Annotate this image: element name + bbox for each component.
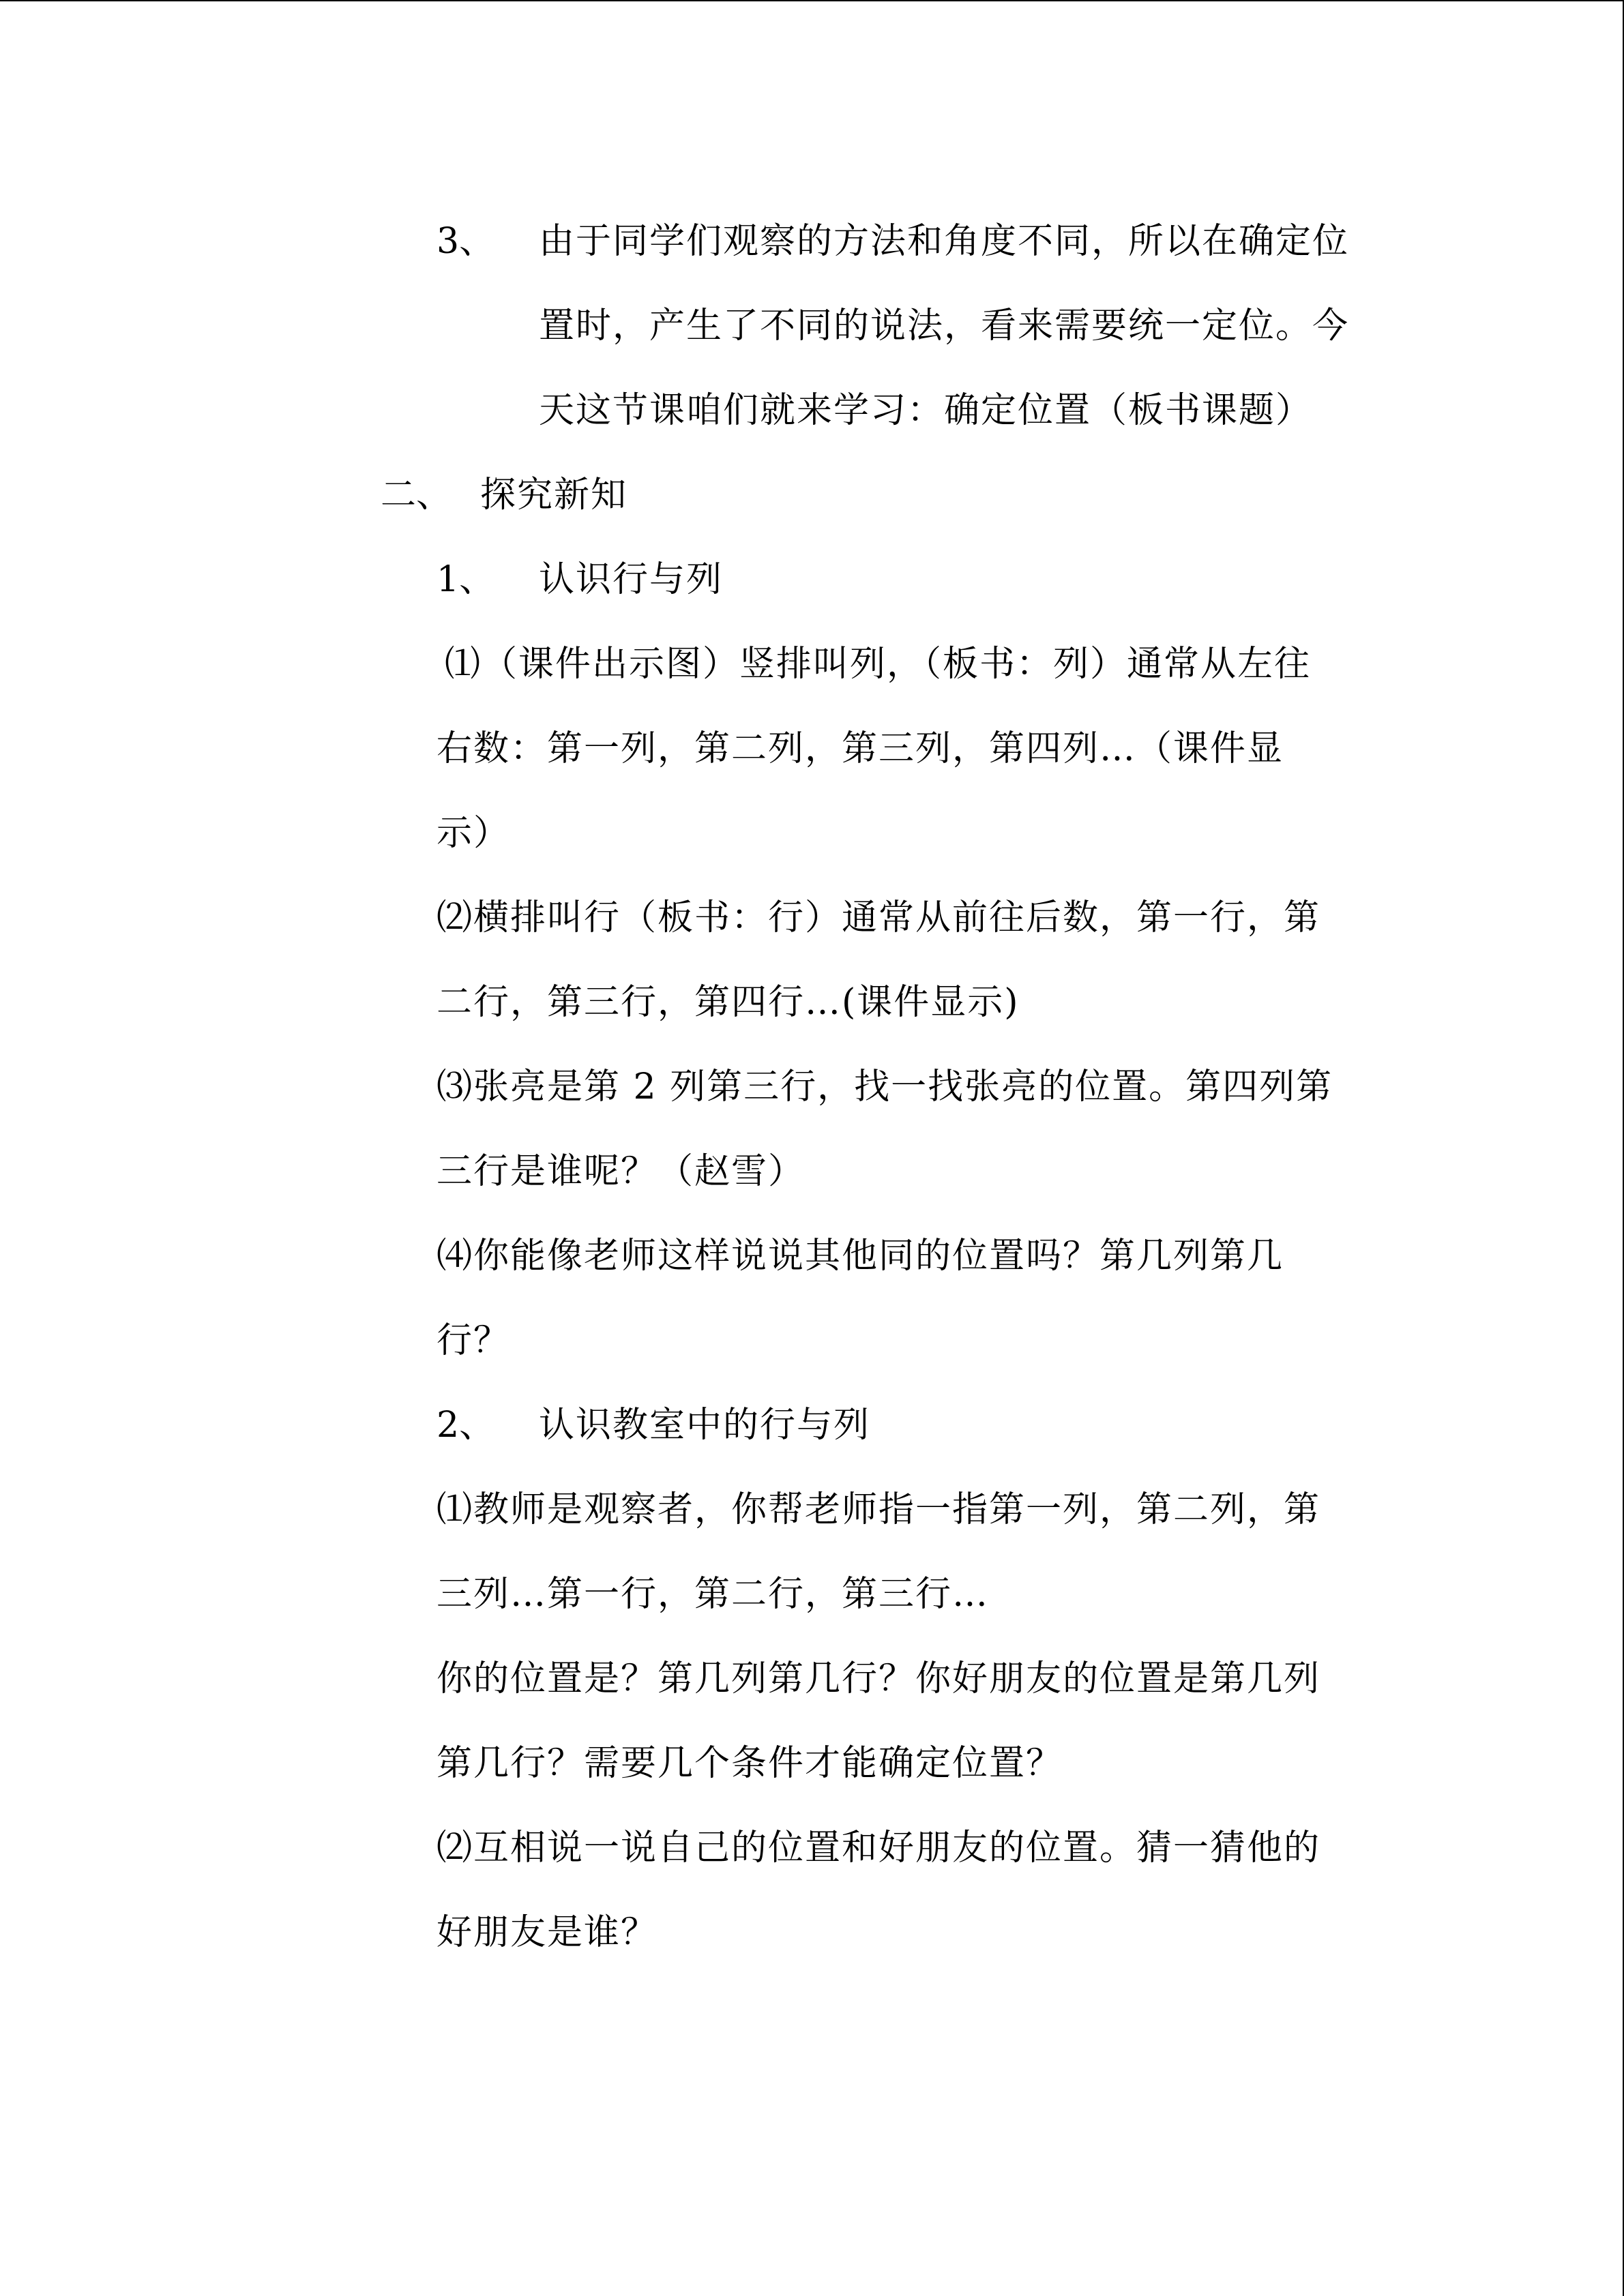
item-1-para-1-line-2: 右数：第一列，第二列，第三列，第四列…（课件显 [437,728,1284,769]
item-2-para-1-line-2: 三列…第一行，第二行，第三行… [437,1574,990,1615]
item-2-number: 2、 [437,1405,495,1446]
item-1-title: 认识行与列 [539,559,724,600]
item-2-para-3-line-1: ⑵互相说一说自己的位置和好朋友的位置。猜一猜他的 [437,1828,1321,1868]
item-1-para-4-line-1: ⑷你能像老师这样说说其他同的位置吗？第几列第几 [437,1236,1284,1277]
section-3-line-2: 置时，产生了不同的说法，看来需要统一定位。今 [539,305,1350,346]
section-3-line-1: 由于同学们观察的方法和角度不同，所以在确定位 [539,221,1350,262]
item-2-para-2-line-1: 你的位置是？第几列第几行？你好朋友的位置是第几列 [437,1658,1321,1699]
item-1-para-3-line-2: 三行是谁呢？（赵雪） [437,1151,806,1192]
item-2-para-2-line-2: 第几行？需要几个条件才能确定位置？ [437,1743,1063,1784]
item-1-para-2-line-1: ⑵横排叫行（板书：行）通常从前往后数，第一行，第 [437,897,1321,938]
item-1-para-3-line-1: ⑶张亮是第 2 列第三行，找一找张亮的位置。第四列第 [437,1067,1333,1107]
item-2-para-3-line-2: 好朋友是谁？ [437,1912,658,1953]
item-1-para-1-line-1: ⑴（课件出示图）竖排叫列，（板书：列）通常从左往 [445,644,1312,685]
heading-2-title: 探究新知 [480,475,628,516]
item-1-para-1-line-3: 示） [437,813,511,854]
item-2-title: 认识教室中的行与列 [539,1405,871,1446]
item-1-number: 1、 [437,559,495,600]
item-2-para-1-line-1: ⑴教师是观察者，你帮老师指一指第一列，第二列，第 [437,1489,1321,1530]
item-1-para-2-line-2: 二行，第三行，第四行…(课件显示) [437,982,1020,1023]
item-1-para-4-line-2: 行？ [437,1320,511,1361]
section-3-number: 3、 [437,221,495,262]
heading-2-number: 二、 [381,475,452,516]
section-3-line-3: 天这节课咱们就来学习：确定位置（板书课题） [539,390,1313,431]
